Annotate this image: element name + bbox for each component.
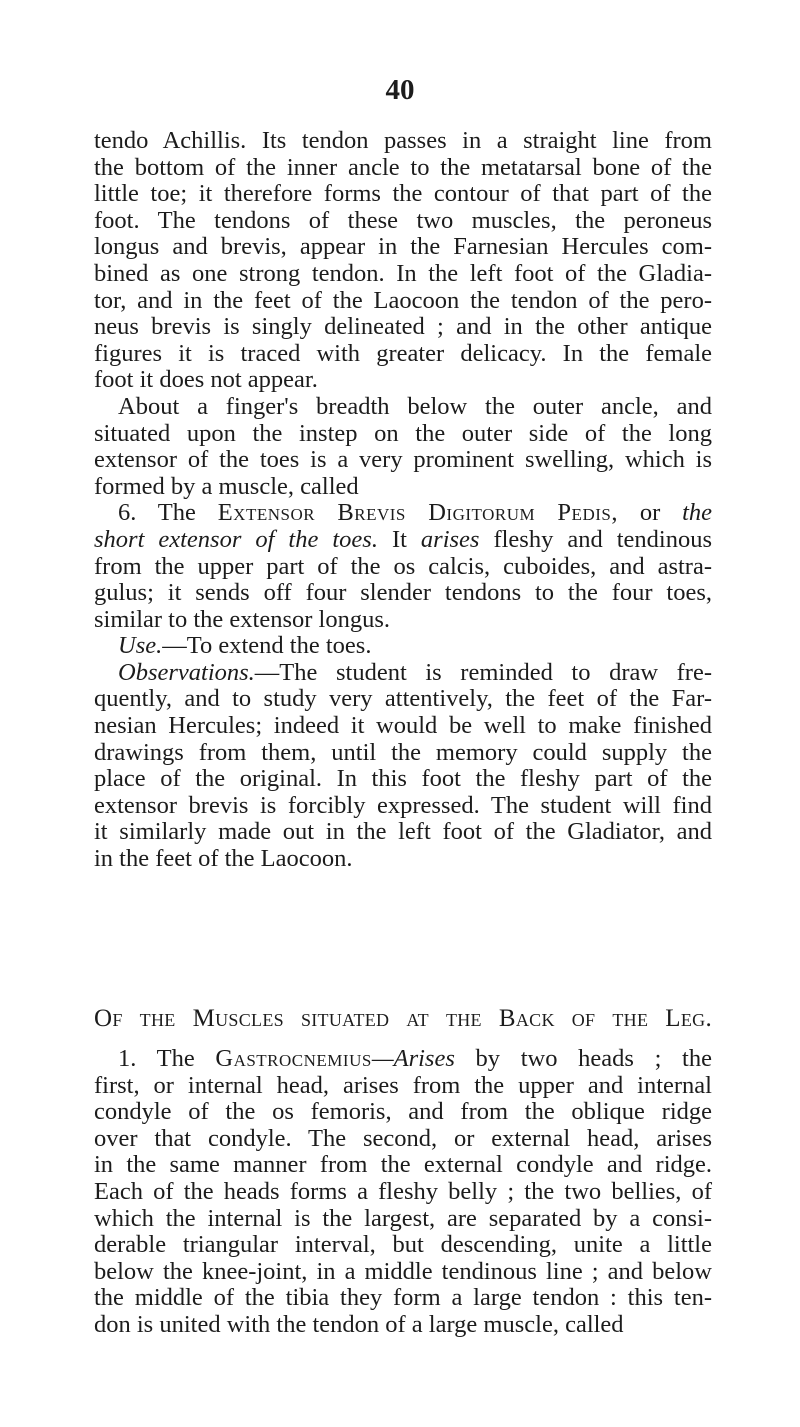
- text-line: the bottom of the inner ancle to the metatarsal bone of the: [94, 153, 712, 181]
- text-line: over that condyle. The second, or external head, arises: [94, 1124, 712, 1152]
- text-line: first, or internal head, arises from the upper and internal: [94, 1071, 712, 1099]
- text-line: foot. The tendons of these two muscles, the peroneus: [94, 206, 712, 234]
- text-line: nesian Hercules; indeed it would be well to make finished: [94, 712, 712, 740]
- arises-word: —Arises: [371, 1045, 455, 1072]
- text-line: figures it is traced with greater delicacy. In the female: [94, 339, 712, 367]
- text-line: it similarly made out in the left foot of the Gladiator, and: [94, 818, 712, 846]
- text-line-muscle-title: [94, 1046, 712, 1073]
- text-line: drawings from them, until the memory could supply the: [94, 738, 712, 766]
- text-line: in the feet of the Laocoon.: [94, 845, 353, 873]
- text-line: neus brevis is singly delineated ; and in the other antique: [94, 313, 712, 341]
- text-line: in the same manner from the external condyle and ridge.: [94, 1151, 712, 1179]
- paragraph-gastrocnemius: [94, 1046, 712, 1339]
- section-heading: Of the Muscles situated at the Back of the Leg.: [94, 1005, 712, 1032]
- text-line: longus and brevis, appear in the Farnesian Hercules com-: [94, 233, 712, 261]
- text-line: gulus; it sends off four slender tendons to the four toes,: [94, 579, 712, 607]
- english-name: short extensor of the toes.: [94, 525, 378, 553]
- muscle-number: 1. The: [118, 1045, 195, 1072]
- or-word: or: [639, 499, 661, 527]
- muscle-name: Gastrocnemius: [215, 1045, 372, 1072]
- arises-rest: fleshy and tendinous: [493, 525, 712, 553]
- text-line: Each of the heads forms a fleshy belly ; the two bellies, of: [94, 1177, 712, 1205]
- text-line: foot it does not appear.: [94, 366, 318, 394]
- text-line: condyle of the os femoris, and from the oblique ridge: [94, 1098, 712, 1126]
- text-line: similar to the extensor longus.: [94, 605, 390, 633]
- text-line: About a finger's breadth below the outer ancle, and: [118, 392, 712, 420]
- text-line: extensor brevis is forcibly expressed. The student will find: [94, 791, 712, 819]
- use-line: [94, 633, 712, 660]
- text-line: which the internal is the largest, are separated by a consi-: [94, 1204, 712, 1232]
- text-line: below the knee-joint, in a middle tendinous line ; and below: [94, 1257, 712, 1285]
- text-line: from the upper part of the os calcis, cuboides, and astra-: [94, 552, 712, 580]
- observations-label: Observations.: [118, 658, 255, 686]
- text-line: place of the original. In this foot the fleshy part of the: [94, 765, 712, 793]
- text-line: don is united with the tendon of a large muscle, called: [94, 1310, 624, 1338]
- text-line: derable triangular interval, but descending, unite a little: [94, 1231, 712, 1259]
- page-number: 40: [385, 74, 415, 106]
- muscle-name: Extensor Brevis Digitorum Pedis,: [217, 499, 618, 527]
- observations-line: [94, 660, 712, 687]
- use-text: —To extend the toes.: [162, 632, 372, 660]
- text-line: [94, 527, 712, 554]
- text-line: tendo Achillis. Its tendon passes in a straight line from: [94, 127, 712, 154]
- it-word: It: [391, 525, 407, 553]
- arises-word: arises: [420, 525, 480, 553]
- text-line: extensor of the toes is a very prominent swelling, which is: [94, 446, 712, 474]
- arises-rest: by two heads ; the: [475, 1045, 712, 1072]
- paragraph-peroneus: [94, 128, 712, 873]
- observations-first: —The student is reminded to draw fre-: [254, 658, 712, 686]
- text-line: the middle of the tibia they form a large tendon : this ten-: [94, 1284, 712, 1312]
- text-line: little toe; it therefore forms the contour of that part of the: [94, 180, 712, 208]
- text-line: formed by a muscle, called: [94, 472, 359, 500]
- text-line: situated upon the instep on the outer side of the long: [94, 419, 712, 447]
- english-name-article: the: [682, 499, 713, 527]
- use-label: Use.: [118, 632, 163, 660]
- text-line: bined as one strong tendon. In the left foot of the Gladia-: [94, 259, 712, 287]
- text-line-muscle-title: [94, 500, 712, 527]
- text-line: tor, and in the feet of the Laocoon the tendon of the pero-: [94, 286, 712, 314]
- text-line: quently, and to study very attentively, the feet of the Far-: [94, 685, 712, 713]
- muscle-number: 6. The: [118, 499, 196, 527]
